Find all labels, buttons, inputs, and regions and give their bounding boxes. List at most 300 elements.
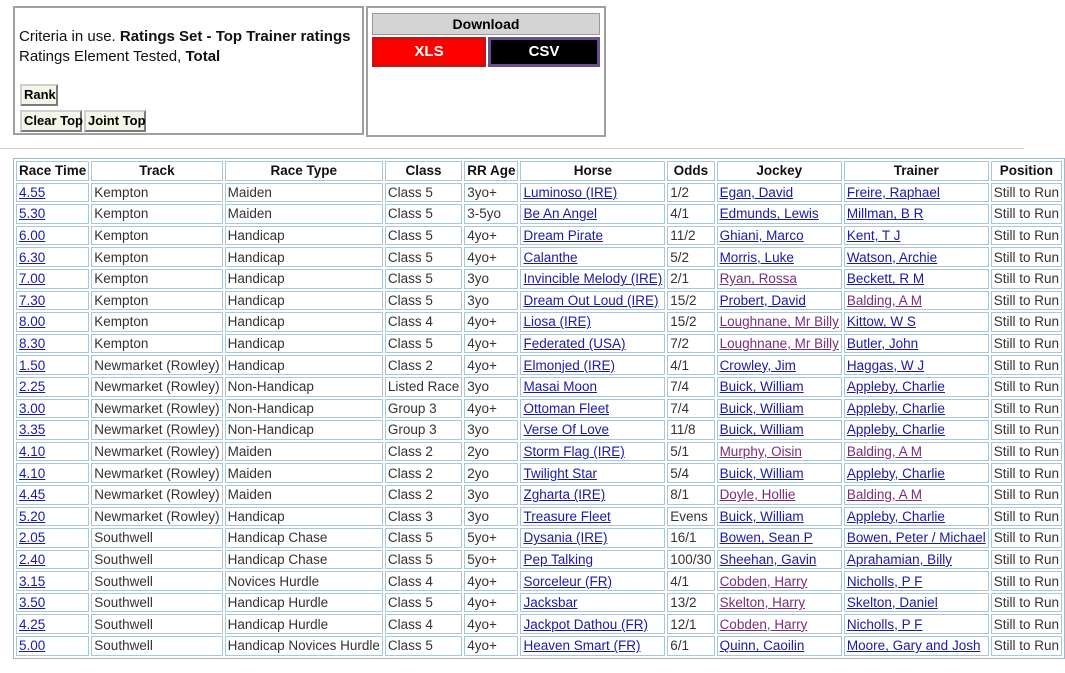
horse-cell — [520, 399, 665, 419]
class-cell: Class 5 — [385, 183, 462, 203]
odds-cell: 7/4 — [667, 377, 714, 397]
odds-cell: 13/2 — [667, 593, 714, 613]
horse-link[interactable]: Masai Moon — [523, 379, 598, 395]
odds-cell: 12/1 — [667, 614, 714, 634]
track-cell: Southwell — [91, 528, 222, 548]
odds-cell: 5/4 — [667, 463, 714, 483]
track-cell: Newmarket (Rowley) — [91, 463, 222, 483]
jockey-cell — [717, 269, 842, 289]
csv-download-button[interactable]: CSV — [488, 37, 600, 67]
col-rr-age-header: RR Age — [464, 161, 518, 181]
horse-link[interactable]: Pep Talking — [523, 551, 594, 567]
race-time-cell — [16, 355, 89, 375]
jockey-link[interactable]: Ryan, Rossa — [719, 271, 797, 287]
race-time-cell — [16, 593, 89, 613]
trainer-link[interactable]: Watson, Archie — [846, 249, 938, 265]
class-cell: Class 5 — [385, 593, 462, 613]
col-jockey-header: Jockey — [717, 161, 842, 181]
jockey-link[interactable]: Doyle, Hollie — [719, 487, 796, 503]
jockey-link[interactable]: Buick, William — [719, 422, 804, 438]
class-cell: Class 5 — [385, 291, 462, 311]
horse-link[interactable]: Dream Out Loud (IRE) — [523, 292, 659, 308]
position-cell: Still to Run — [991, 593, 1062, 613]
race-time-link[interactable]: 2.40 — [19, 551, 46, 567]
criteria-ratings-set — [19, 28, 350, 45]
position-cell: Still to Run — [991, 399, 1062, 419]
horse-cell — [520, 377, 665, 397]
position-cell: Still to Run — [991, 269, 1062, 289]
horse-cell — [520, 312, 665, 332]
jockey-cell — [717, 528, 842, 548]
position-cell: Still to Run — [991, 247, 1062, 267]
position-cell: Still to Run — [991, 550, 1062, 570]
class-cell: Class 5 — [385, 550, 462, 570]
jockey-cell — [717, 571, 842, 591]
position-cell: Still to Run — [991, 291, 1062, 311]
race-type-cell: Handicap Chase — [225, 528, 383, 548]
race-time-link[interactable]: 1.50 — [19, 357, 46, 373]
race-time-cell — [16, 312, 89, 332]
trainer-cell — [844, 226, 989, 246]
horse-cell — [520, 226, 665, 246]
jockey-link[interactable]: Loughnane, Mr Billy — [719, 314, 839, 330]
rr-age-cell: 4yo+ — [464, 571, 518, 591]
class-cell: Class 5 — [385, 528, 462, 548]
trainer-link[interactable]: Moore, Gary and Josh — [846, 638, 981, 654]
odds-cell: 100/30 — [667, 550, 714, 570]
trainer-cell — [844, 485, 989, 505]
race-time-cell — [16, 571, 89, 591]
track-cell: Kempton — [91, 204, 222, 224]
jockey-link[interactable]: Buick, William — [719, 379, 804, 395]
horse-cell — [520, 507, 665, 527]
race-time-cell — [16, 334, 89, 354]
race-time-link[interactable]: 4.45 — [19, 487, 46, 503]
odds-cell: 11/2 — [667, 226, 714, 246]
class-cell: Class 2 — [385, 463, 462, 483]
col-class-header: Class — [385, 161, 462, 181]
class-cell: Class 5 — [385, 204, 462, 224]
horse-link[interactable]: Zgharta (IRE) — [523, 487, 606, 503]
jockey-cell — [717, 507, 842, 527]
trainer-link[interactable]: Nicholls, P F — [846, 573, 923, 589]
odds-cell: 6/1 — [667, 636, 714, 656]
horse-link[interactable]: Be An Angel — [523, 206, 598, 222]
criteria-panel — [13, 6, 364, 135]
race-type-cell: Handicap Hurdle — [225, 593, 383, 613]
track-cell: Kempton — [91, 269, 222, 289]
horse-link[interactable]: Calanthe — [523, 249, 578, 265]
race-time-link[interactable]: 4.10 — [19, 465, 46, 481]
class-cell: Class 2 — [385, 442, 462, 462]
track-cell: Newmarket (Rowley) — [91, 507, 222, 527]
horse-link[interactable]: Dream Pirate — [523, 228, 603, 244]
jockey-cell — [717, 614, 842, 634]
trainer-link[interactable]: Balding, A M — [846, 292, 922, 308]
trainer-cell — [844, 269, 989, 289]
col-race-time-header: Race Time — [16, 161, 89, 181]
track-cell: Newmarket (Rowley) — [91, 485, 222, 505]
odds-cell: Evens — [667, 507, 714, 527]
jockey-cell — [717, 399, 842, 419]
race-time-link[interactable]: 7.00 — [19, 271, 46, 287]
odds-cell: 5/2 — [667, 247, 714, 267]
jockey-link[interactable]: Probert, David — [719, 292, 806, 308]
odds-cell: 16/1 — [667, 528, 714, 548]
trainer-link[interactable]: Appleby, Charlie — [846, 422, 945, 438]
trainer-cell — [844, 420, 989, 440]
race-time-link[interactable]: 3.00 — [19, 400, 46, 416]
rr-age-cell: 3yo — [464, 507, 518, 527]
race-time-link[interactable]: 2.05 — [19, 530, 46, 546]
race-time-link[interactable]: 3.35 — [19, 422, 46, 438]
horse-link[interactable]: Dysania (IRE) — [523, 530, 608, 546]
horse-cell — [520, 614, 665, 634]
race-type-cell: Handicap Hurdle — [225, 614, 383, 634]
race-type-cell: Handicap — [225, 269, 383, 289]
race-time-link[interactable]: 3.15 — [19, 573, 46, 589]
class-cell: Class 5 — [385, 247, 462, 267]
col-odds-header: Odds — [667, 161, 714, 181]
rr-age-cell: 4yo+ — [464, 226, 518, 246]
trainer-link[interactable]: Beckett, R M — [846, 271, 925, 287]
horse-link[interactable]: Federated (USA) — [523, 336, 626, 352]
race-time-cell — [16, 528, 89, 548]
position-cell: Still to Run — [991, 183, 1062, 203]
trainer-cell — [844, 183, 989, 203]
jockey-link[interactable]: Loughnane, Mr Billy — [719, 336, 839, 352]
trainer-cell — [844, 593, 989, 613]
table-row — [16, 183, 1062, 203]
track-cell: Southwell — [91, 571, 222, 591]
horse-link[interactable]: Treasure Fleet — [523, 508, 611, 524]
horse-link[interactable]: Invincible Melody (IRE) — [523, 271, 663, 287]
rr-age-cell: 3yo — [464, 377, 518, 397]
criteria-label: Criteria in use. — [19, 28, 120, 45]
race-type-cell: Handicap Novices Hurdle — [225, 636, 383, 656]
class-cell: Class 5 — [385, 334, 462, 354]
race-time-link[interactable]: 5.20 — [19, 508, 46, 524]
race-time-link[interactable]: 2.25 — [19, 379, 46, 395]
track-cell: Southwell — [91, 614, 222, 634]
table-row — [16, 204, 1062, 224]
jockey-link[interactable]: Buick, William — [719, 400, 804, 416]
trainer-cell — [844, 507, 989, 527]
race-type-cell: Maiden — [225, 183, 383, 203]
jockey-cell — [717, 183, 842, 203]
position-cell: Still to Run — [991, 614, 1062, 634]
track-cell: Newmarket (Rowley) — [91, 442, 222, 462]
jockey-link[interactable]: Murphy, Oisin — [719, 444, 802, 460]
trainer-link[interactable]: Aprahamian, Billy — [846, 551, 952, 567]
class-cell: Class 4 — [385, 312, 462, 332]
col-race-type-header: Race Type — [225, 161, 383, 181]
race-time-link[interactable]: 4.25 — [19, 616, 46, 632]
race-type-cell: Handicap Chase — [225, 550, 383, 570]
rr-age-cell: 4yo+ — [464, 355, 518, 375]
horse-cell — [520, 183, 665, 203]
jockey-cell — [717, 420, 842, 440]
rr-age-cell: 4yo+ — [464, 334, 518, 354]
trainer-link[interactable]: Butler, John — [846, 336, 919, 352]
race-type-cell: Maiden — [225, 204, 383, 224]
race-time-cell — [16, 226, 89, 246]
horse-link[interactable]: Storm Flag (IRE) — [523, 444, 625, 460]
table-row — [16, 550, 1062, 570]
criteria-element-tested — [19, 48, 220, 65]
rr-age-cell: 4yo+ — [464, 593, 518, 613]
clear-top-button[interactable]: Clear Top — [20, 110, 82, 132]
class-cell: Listed Race — [385, 377, 462, 397]
table-row — [16, 485, 1062, 505]
jockey-link[interactable]: Skelton, Harry — [719, 595, 806, 611]
odds-cell: 4/1 — [667, 355, 714, 375]
jockey-link[interactable]: Quinn, Caoilin — [719, 638, 805, 654]
horse-link[interactable]: Elmonjed (IRE) — [523, 357, 615, 373]
position-cell: Still to Run — [991, 420, 1062, 440]
race-time-cell — [16, 183, 89, 203]
race-time-cell — [16, 420, 89, 440]
jockey-cell — [717, 204, 842, 224]
class-cell: Class 5 — [385, 636, 462, 656]
trainer-cell — [844, 291, 989, 311]
race-type-cell: Handicap — [225, 355, 383, 375]
table-row — [16, 334, 1062, 354]
table-row — [16, 399, 1062, 419]
trainer-link[interactable]: Millman, B R — [846, 206, 924, 222]
class-cell: Class 3 — [385, 507, 462, 527]
horse-cell — [520, 550, 665, 570]
jockey-cell — [717, 355, 842, 375]
position-cell: Still to Run — [991, 355, 1062, 375]
jockey-link[interactable]: Cobden, Harry — [719, 616, 808, 632]
table-row — [16, 528, 1062, 548]
race-time-link[interactable]: 8.30 — [19, 336, 46, 352]
position-cell: Still to Run — [991, 636, 1062, 656]
horse-link[interactable]: Liosa (IRE) — [523, 314, 591, 330]
horse-cell — [520, 528, 665, 548]
rr-age-cell: 3yo — [464, 485, 518, 505]
download-panel — [366, 6, 606, 137]
race-type-cell: Handicap — [225, 507, 383, 527]
horse-link[interactable]: Heaven Smart (FR) — [523, 638, 641, 654]
table-row — [16, 291, 1062, 311]
class-cell: Class 4 — [385, 571, 462, 591]
race-type-cell: Handicap — [225, 312, 383, 332]
table-row — [16, 312, 1062, 332]
jockey-link[interactable]: Egan, David — [719, 184, 794, 200]
trainer-cell — [844, 247, 989, 267]
trainer-link[interactable]: Skelton, Daniel — [846, 595, 938, 611]
class-cell: Class 2 — [385, 485, 462, 505]
trainer-cell — [844, 399, 989, 419]
col-track-header: Track — [91, 161, 222, 181]
jockey-cell — [717, 247, 842, 267]
horse-cell — [520, 636, 665, 656]
jockey-link[interactable]: Cobden, Harry — [719, 573, 808, 589]
race-time-link[interactable]: 4.10 — [19, 444, 46, 460]
position-cell: Still to Run — [991, 377, 1062, 397]
rank-button[interactable]: Rank — [20, 84, 58, 106]
trainer-link[interactable]: Appleby, Charlie — [846, 400, 945, 416]
position-cell: Still to Run — [991, 571, 1062, 591]
race-time-link[interactable]: 5.30 — [19, 206, 46, 222]
position-cell: Still to Run — [991, 204, 1062, 224]
trainer-link[interactable]: Kittow, W S — [846, 314, 916, 330]
jockey-link[interactable]: Ghiani, Marco — [719, 228, 804, 244]
class-cell: Class 2 — [385, 355, 462, 375]
jockey-cell — [717, 226, 842, 246]
rr-age-cell: 4yo+ — [464, 312, 518, 332]
horse-link[interactable]: Twilight Star — [523, 465, 597, 481]
trainer-link[interactable]: Appleby, Charlie — [846, 508, 945, 524]
track-cell: Southwell — [91, 636, 222, 656]
table-row — [16, 593, 1062, 613]
horse-link[interactable]: Ottoman Fleet — [523, 400, 610, 416]
race-type-cell: Novices Hurdle — [225, 571, 383, 591]
jockey-link[interactable]: Crowley, Jim — [719, 357, 796, 373]
horse-cell — [520, 355, 665, 375]
race-time-cell — [16, 269, 89, 289]
jockey-link[interactable]: Sheehan, Gavin — [719, 551, 817, 567]
race-type-cell: Non-Handicap — [225, 377, 383, 397]
xls-download-button[interactable]: XLS — [372, 37, 486, 67]
table-row — [16, 463, 1062, 483]
rr-age-cell: 4yo+ — [464, 399, 518, 419]
horse-link[interactable]: Sorceleur (FR) — [523, 573, 612, 589]
position-cell: Still to Run — [991, 442, 1062, 462]
horse-cell — [520, 291, 665, 311]
horse-cell — [520, 247, 665, 267]
jockey-link[interactable]: Buick, William — [719, 508, 804, 524]
track-cell: Kempton — [91, 291, 222, 311]
trainer-cell — [844, 614, 989, 634]
position-cell: Still to Run — [991, 463, 1062, 483]
trainer-link[interactable]: Balding, A M — [846, 487, 922, 503]
odds-cell: 15/2 — [667, 291, 714, 311]
horse-cell — [520, 334, 665, 354]
jockey-link[interactable]: Morris, Luke — [719, 249, 794, 265]
trainer-cell — [844, 550, 989, 570]
jockey-cell — [717, 312, 842, 332]
odds-cell: 4/1 — [667, 204, 714, 224]
race-time-cell — [16, 442, 89, 462]
jockey-cell — [717, 463, 842, 483]
jockey-link[interactable]: Edmunds, Lewis — [719, 206, 819, 222]
race-time-cell — [16, 377, 89, 397]
horse-cell — [520, 463, 665, 483]
jockey-cell — [717, 485, 842, 505]
trainer-cell — [844, 204, 989, 224]
trainer-cell — [844, 636, 989, 656]
odds-cell: 7/2 — [667, 334, 714, 354]
race-time-cell — [16, 614, 89, 634]
odds-cell: 1/2 — [667, 183, 714, 203]
trainer-link[interactable]: Appleby, Charlie — [846, 465, 945, 481]
race-time-link[interactable]: 7.30 — [19, 292, 46, 308]
race-type-cell: Handicap — [225, 247, 383, 267]
race-type-cell: Non-Handicap — [225, 399, 383, 419]
race-type-cell: Handicap — [225, 226, 383, 246]
jockey-cell — [717, 636, 842, 656]
race-time-cell — [16, 399, 89, 419]
race-time-link[interactable]: 6.00 — [19, 228, 46, 244]
horse-cell — [520, 593, 665, 613]
race-type-cell: Non-Handicap — [225, 420, 383, 440]
odds-cell: 8/1 — [667, 485, 714, 505]
position-cell: Still to Run — [991, 507, 1062, 527]
horse-cell — [520, 420, 665, 440]
trainer-link[interactable]: Kent, T J — [846, 228, 901, 244]
trainer-cell — [844, 377, 989, 397]
element-tested-label: Ratings Element Tested, — [19, 48, 186, 65]
trainer-link[interactable]: Haggas, W J — [846, 357, 925, 373]
trainer-link[interactable]: Nicholls, P F — [846, 616, 923, 632]
race-type-cell: Handicap — [225, 334, 383, 354]
track-cell: Kempton — [91, 226, 222, 246]
col-horse-header: Horse — [520, 161, 665, 181]
race-type-cell: Handicap — [225, 291, 383, 311]
trainer-link[interactable]: Balding, A M — [846, 444, 922, 460]
rr-age-cell: 4yo+ — [464, 636, 518, 656]
track-cell: Kempton — [91, 183, 222, 203]
track-cell: Kempton — [91, 247, 222, 267]
jockey-link[interactable]: Buick, William — [719, 465, 804, 481]
table-row — [16, 614, 1062, 634]
jockey-cell — [717, 291, 842, 311]
position-cell: Still to Run — [991, 334, 1062, 354]
race-time-link[interactable]: 4.55 — [19, 184, 46, 200]
jockey-cell — [717, 550, 842, 570]
table-row — [16, 442, 1062, 462]
table-row — [16, 420, 1062, 440]
header-row — [16, 161, 1062, 181]
rr-age-cell: 2yo — [464, 463, 518, 483]
results-table — [13, 158, 1065, 659]
race-time-link[interactable]: 8.00 — [19, 314, 46, 330]
horse-link[interactable]: Jackpot Dathou (FR) — [523, 616, 649, 632]
trainer-link[interactable]: Freire, Raphael — [846, 184, 940, 200]
joint-top-button[interactable]: Joint Top — [84, 110, 146, 132]
trainer-link[interactable]: Bowen, Peter / Michael — [846, 530, 986, 546]
rr-age-cell: 4yo+ — [464, 247, 518, 267]
rr-age-cell: 5yo+ — [464, 528, 518, 548]
race-time-link[interactable]: 6.30 — [19, 249, 46, 265]
horse-cell — [520, 269, 665, 289]
ratings-set-value: Ratings Set - Top Trainer ratings — [119, 28, 351, 45]
trainer-cell — [844, 463, 989, 483]
rr-age-cell: 4yo+ — [464, 614, 518, 634]
track-cell: Southwell — [91, 593, 222, 613]
class-cell: Class 5 — [385, 269, 462, 289]
position-cell: Still to Run — [991, 226, 1062, 246]
trainer-link[interactable]: Appleby, Charlie — [846, 379, 945, 395]
horse-link[interactable]: Luminoso (IRE) — [523, 184, 618, 200]
horse-link[interactable]: Verse Of Love — [523, 422, 610, 438]
jockey-link[interactable]: Bowen, Sean P — [719, 530, 813, 546]
race-time-link[interactable]: 3.50 — [19, 595, 46, 611]
rr-age-cell: 3yo — [464, 420, 518, 440]
table-row — [16, 507, 1062, 527]
race-type-cell: Maiden — [225, 442, 383, 462]
race-time-link[interactable]: 5.00 — [19, 638, 46, 654]
race-type-cell: Maiden — [225, 463, 383, 483]
track-cell: Kempton — [91, 312, 222, 332]
horse-link[interactable]: Jacksbar — [523, 595, 578, 611]
horse-cell — [520, 204, 665, 224]
race-time-cell — [16, 636, 89, 656]
table-row — [16, 571, 1062, 591]
